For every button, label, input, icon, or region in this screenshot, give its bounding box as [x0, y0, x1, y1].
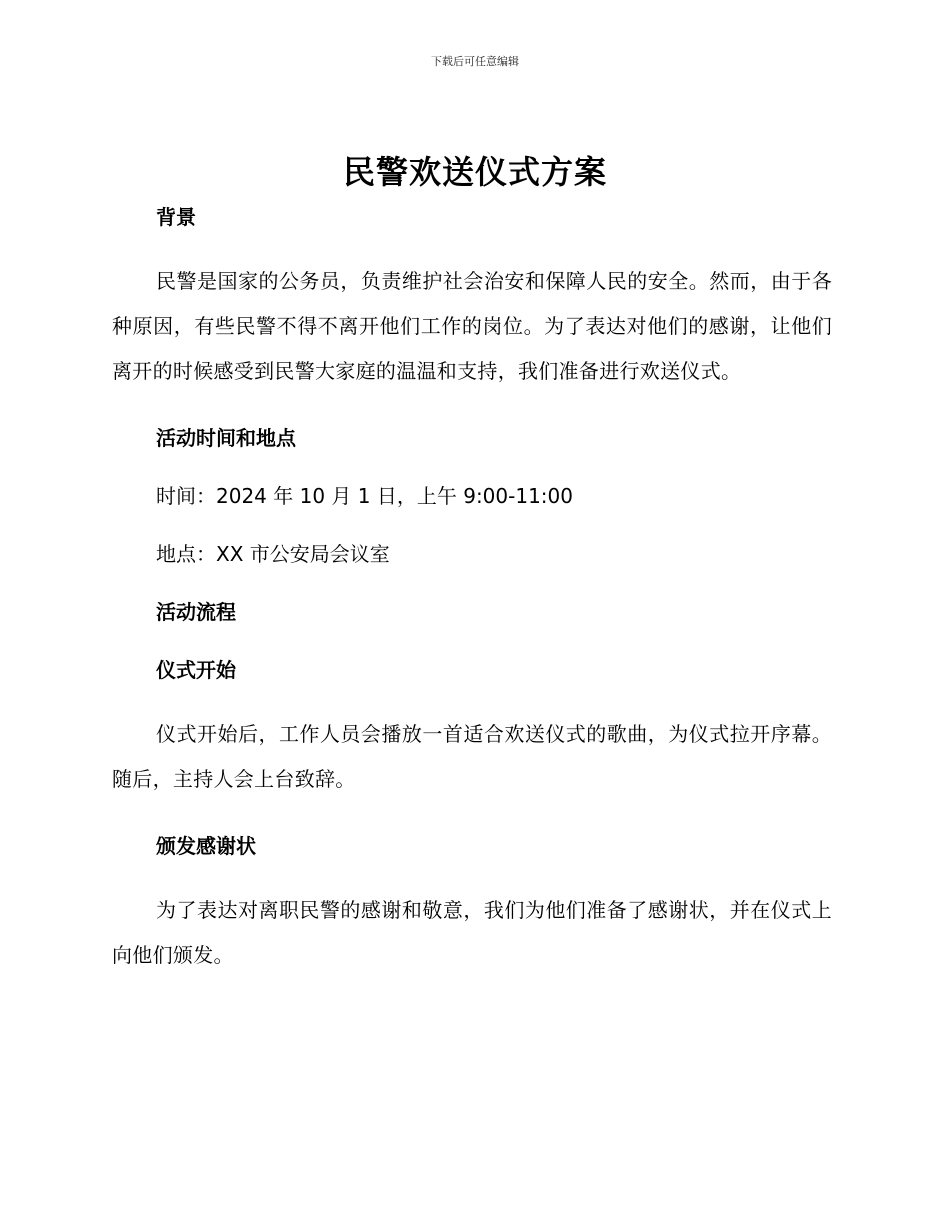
section-heading-time-place: 活动时间和地点 — [156, 426, 296, 450]
certificate-paragraph: 为了表达对离职民警的感谢和敬意，我们为他们准备了感谢状，并在仪式上向他们颁发。 — [112, 898, 832, 967]
event-place: 地点：XX 市公安局会议室 — [156, 542, 390, 566]
section-heading-opening: 仪式开始 — [156, 658, 236, 682]
document-body — [112, 203, 832, 978]
event-time: 时间：2024 年 10 月 1 日，上午 9:00-11:00 — [156, 484, 573, 508]
section-heading-background: 背景 — [156, 205, 196, 229]
header-note: 下载后可任意编辑 — [431, 55, 519, 68]
opening-paragraph: 仪式开始后，工作人员会播放一首适合欢送仪式的歌曲，为仪式拉开序幕。随后，主持人会上台致辞。 — [112, 722, 832, 791]
document-title: 民警欢送仪式方案 — [342, 153, 607, 191]
section-heading-certificate: 颁发感谢状 — [156, 834, 256, 858]
background-paragraph: 民警是国家的公务员，负责维护社会治安和保障人民的安全。然而，由于各种原因，有些民警不得不离开他们工作的岗位。为了表达对他们的感谢，让他们离开的时候感受到民警大家庭的温温和支持，我们准备进行欢送仪式。 — [112, 269, 832, 383]
section-heading-process: 活动流程 — [156, 600, 236, 624]
